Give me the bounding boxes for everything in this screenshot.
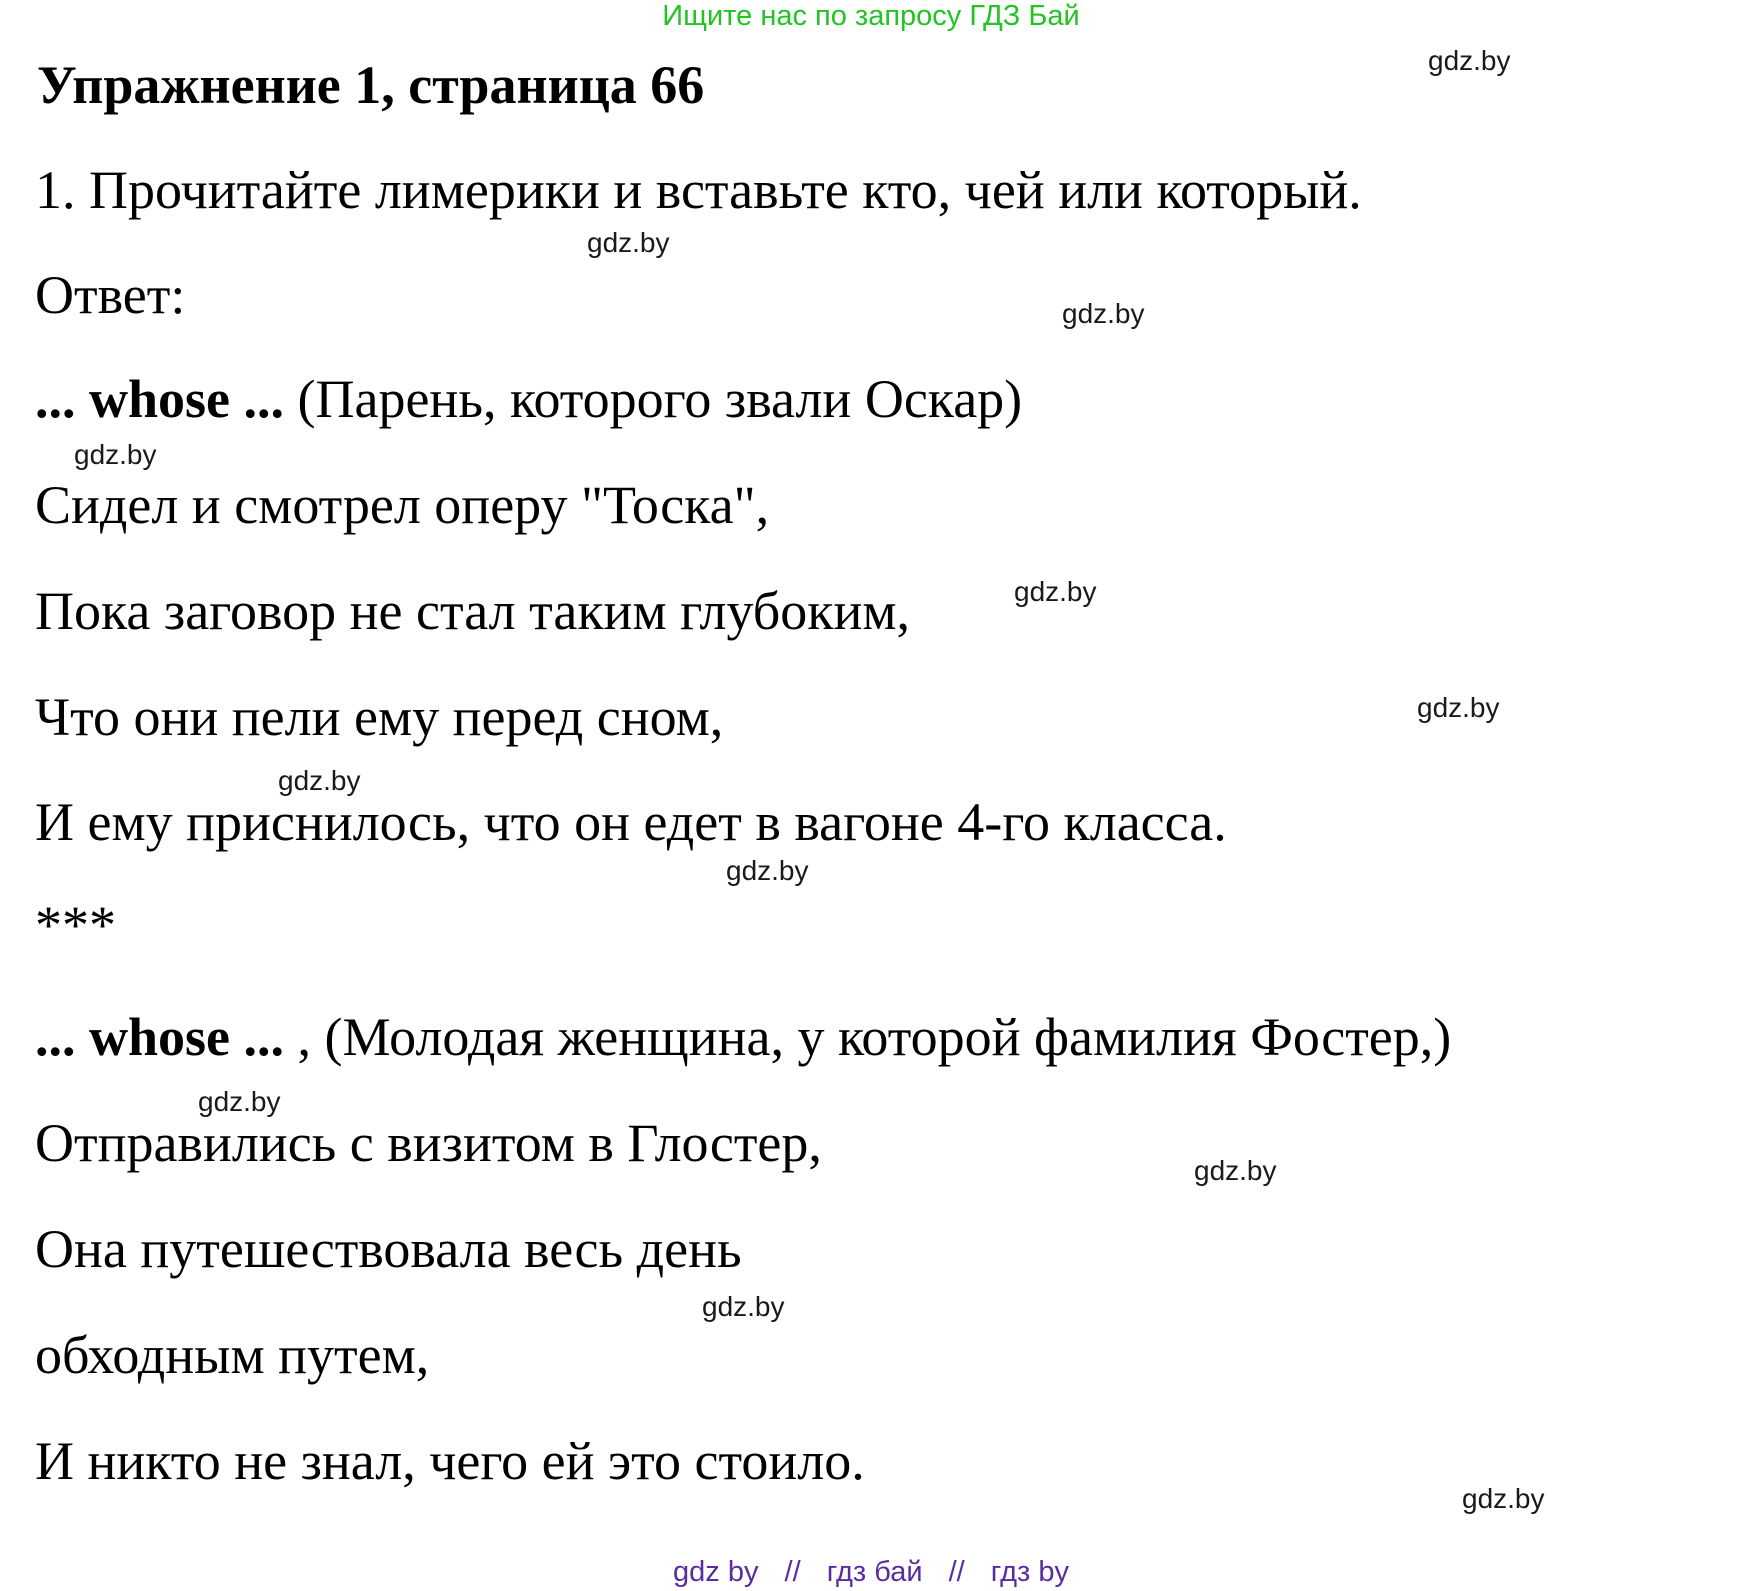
- limerick-1-line: Сидел и смотрел оперу "Тоска",: [35, 475, 770, 535]
- limerick-2-line: обходным путем,: [35, 1325, 430, 1385]
- limerick-2-first-line-text: , (Молодая женщина, у которой фамилия Фостер,): [284, 1007, 1452, 1067]
- limerick-2-answer: ... whose ...: [35, 1007, 285, 1067]
- limerick-1-first-line: [35, 369, 1023, 429]
- watermark: gdz.by: [726, 855, 809, 886]
- watermark: gdz.by: [587, 227, 670, 258]
- limerick-2-first-line: [35, 1007, 1452, 1067]
- footer-banner: [0, 1558, 1742, 1587]
- watermark: gdz.by: [198, 1086, 281, 1117]
- top-banner: Ищите нас по запросу ГДЗ Бай: [662, 0, 1080, 32]
- watermark: gdz.by: [278, 765, 361, 796]
- watermark: gdz.by: [1014, 576, 1097, 607]
- footer-link[interactable]: гдз by: [990, 1556, 1069, 1588]
- footer-link[interactable]: gdz by: [673, 1556, 759, 1588]
- footer-separator: //: [784, 1556, 801, 1588]
- answer-label: Ответ:: [35, 265, 186, 325]
- watermark: gdz.by: [1428, 45, 1511, 76]
- limerick-1-answer: ... whose ...: [35, 369, 285, 429]
- limerick-2-line: И никто не знал, чего ей это стоило.: [35, 1431, 865, 1491]
- watermark: gdz.by: [74, 439, 157, 470]
- limerick-1-first-line-text: (Парень, которого звали Оскар): [284, 369, 1023, 429]
- watermark: gdz.by: [1194, 1155, 1277, 1186]
- page-title: Упражнение 1, страница 66: [37, 55, 705, 115]
- limerick-1-line: И ему приснилось, что он едет в вагоне 4-го класса.: [35, 792, 1227, 852]
- limerick-1-line: Пока заговор не стал таким глубоким,: [35, 581, 911, 641]
- limerick-1-line: Что они пели ему перед сном,: [35, 687, 724, 747]
- footer-link[interactable]: гдз бай: [826, 1556, 923, 1588]
- watermark: gdz.by: [1417, 692, 1500, 723]
- watermark: gdz.by: [702, 1291, 785, 1322]
- limerick-2-line: Отправились с визитом в Глостер,: [35, 1113, 822, 1173]
- footer-separator: //: [948, 1556, 965, 1588]
- watermark: gdz.by: [1462, 1483, 1545, 1514]
- limerick-2-line: Она путешествовала весь день: [35, 1219, 742, 1279]
- separator-stars: ***: [35, 895, 116, 955]
- watermark: gdz.by: [1062, 298, 1145, 329]
- task-text: 1. Прочитайте лимерики и вставьте кто, чей или который.: [35, 160, 1362, 220]
